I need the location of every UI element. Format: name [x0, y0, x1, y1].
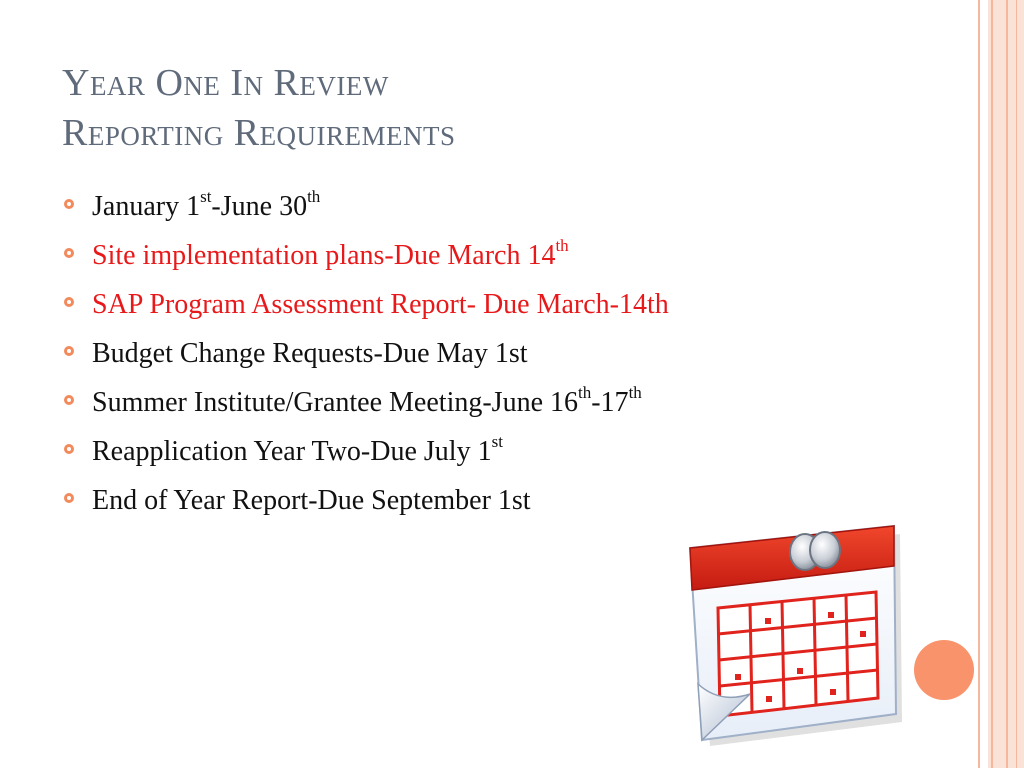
- bullet-item: Reapplication Year Two-Due July 1st: [62, 431, 842, 472]
- calendar-icon-graphic: [680, 508, 910, 754]
- bullet-marker: [64, 395, 74, 405]
- accent-circle: [914, 640, 974, 700]
- bullet-marker: [64, 297, 74, 307]
- bullet-item: End of Year Report-Due September 1st: [62, 480, 842, 521]
- bullet-marker: [64, 444, 74, 454]
- bullet-list: [62, 186, 842, 529]
- bullet-item: SAP Program Assessment Report- Due March-14th: [62, 284, 842, 325]
- bullet-item: Budget Change Requests-Due May 1st: [62, 333, 842, 374]
- bullet-marker: [64, 199, 74, 209]
- slide-title: [62, 58, 456, 158]
- accent-stripe-line: [1016, 0, 1017, 768]
- bullet-item: Site implementation plans-Due March 14th: [62, 235, 842, 276]
- bullet-item: January 1st-June 30th: [62, 186, 842, 227]
- title-line-2: Reporting Requirements: [62, 112, 456, 154]
- bullet-marker: [64, 493, 74, 503]
- accent-stripe-line: [991, 0, 993, 768]
- title-line-1: Year One In Review: [62, 62, 389, 104]
- calendar-icon: [680, 508, 910, 754]
- accent-stripe-line: [1006, 0, 1008, 768]
- bullet-marker: [64, 248, 74, 258]
- bullet-marker: [64, 346, 74, 356]
- bullet-item: Summer Institute/Grantee Meeting-June 16th-17th: [62, 382, 842, 423]
- accent-stripe-line: [978, 0, 980, 768]
